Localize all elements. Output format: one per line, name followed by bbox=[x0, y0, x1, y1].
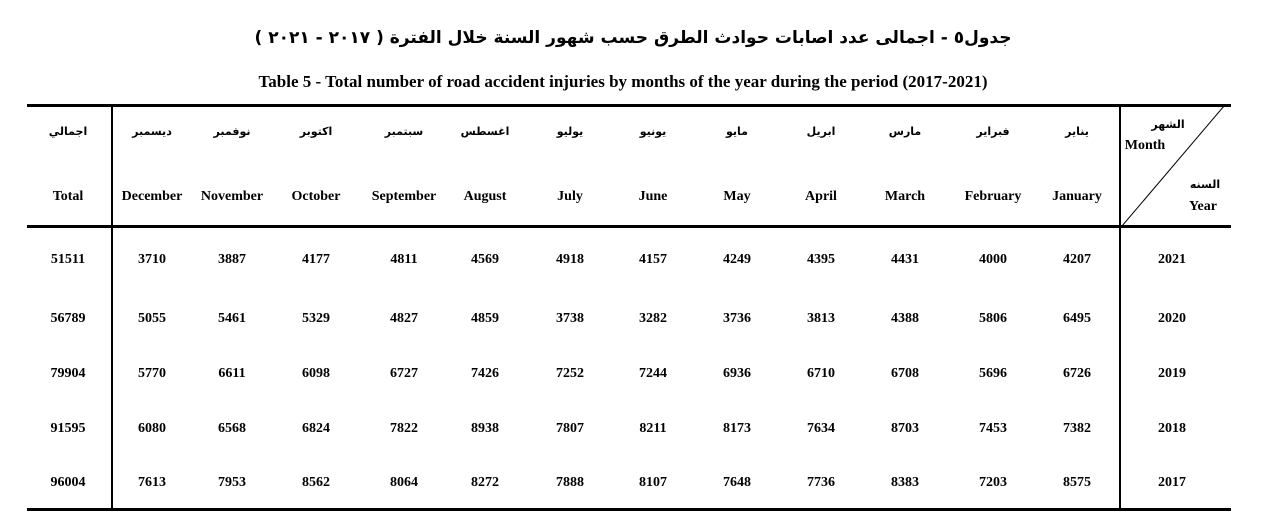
value-cell: 6936 bbox=[723, 366, 751, 381]
value-cell: 5329 bbox=[302, 311, 330, 326]
column-header-english: September bbox=[371, 189, 437, 204]
column-header-english: July bbox=[557, 189, 583, 204]
column-header-arabic: مارس bbox=[888, 125, 922, 138]
value-cell: 6080 bbox=[138, 421, 166, 436]
value-cell: 7888 bbox=[556, 475, 584, 490]
table-title-arabic: جدول٥ - اجمالى عدد اصابات حوادث الطرق حسب شهور السنة خلال الفترة ( ٢٠١٧ - ٢٠٢١ ) bbox=[254, 28, 1012, 48]
value-cell: 3736 bbox=[723, 311, 751, 326]
value-cell: 6568 bbox=[218, 421, 246, 436]
column-header-arabic: مايو bbox=[726, 125, 748, 138]
year-cell: 2019 bbox=[1158, 366, 1186, 381]
value-cell: 7203 bbox=[979, 475, 1007, 490]
total-column-divider bbox=[111, 104, 113, 510]
value-cell: 5461 bbox=[218, 311, 246, 326]
column-header-english: February bbox=[964, 189, 1022, 204]
value-cell: 7453 bbox=[979, 421, 1007, 436]
total-cell: 79904 bbox=[50, 366, 86, 381]
column-header-english: April bbox=[805, 189, 837, 204]
value-cell: 8938 bbox=[471, 421, 499, 436]
value-cell: 8064 bbox=[390, 475, 418, 490]
year-cell: 2017 bbox=[1158, 475, 1186, 490]
value-cell: 8575 bbox=[1063, 475, 1091, 490]
value-cell: 7648 bbox=[723, 475, 751, 490]
value-cell: 4918 bbox=[556, 252, 584, 267]
value-cell: 7252 bbox=[556, 366, 584, 381]
value-cell: 3813 bbox=[807, 311, 835, 326]
header-bottom-rule bbox=[27, 225, 1231, 228]
year-cell: 2021 bbox=[1158, 252, 1186, 267]
column-header-arabic: سبتمبر bbox=[384, 125, 424, 138]
value-cell: 5696 bbox=[979, 366, 1007, 381]
total-cell: 96004 bbox=[50, 475, 86, 490]
column-header-english: August bbox=[463, 189, 507, 204]
total-cell: 51511 bbox=[50, 252, 86, 267]
value-cell: 6611 bbox=[218, 366, 246, 381]
column-header-arabic: نوفمبر bbox=[213, 125, 251, 138]
column-header-english: January bbox=[1052, 189, 1102, 204]
value-cell: 8562 bbox=[302, 475, 330, 490]
value-cell: 7613 bbox=[138, 475, 166, 490]
column-header-english: Total bbox=[52, 189, 84, 204]
value-cell: 4207 bbox=[1063, 252, 1091, 267]
column-header-arabic: اغسطس bbox=[460, 125, 510, 138]
value-cell: 3887 bbox=[218, 252, 246, 267]
value-cell: 5770 bbox=[138, 366, 166, 381]
value-cell: 7736 bbox=[807, 475, 835, 490]
value-cell: 7634 bbox=[807, 421, 835, 436]
value-cell: 8272 bbox=[471, 475, 499, 490]
value-cell: 4157 bbox=[639, 252, 667, 267]
column-header-english: June bbox=[638, 189, 668, 204]
column-header-arabic: اكتوبر bbox=[299, 125, 333, 138]
table-title-english: Table 5 - Total number of road accident injuries by months of the year during the period (2017-2021) bbox=[258, 72, 988, 91]
value-cell: 8383 bbox=[891, 475, 919, 490]
value-cell: 4431 bbox=[891, 252, 919, 267]
corner-year-arabic: السنه bbox=[1189, 178, 1221, 191]
table-bottom-rule bbox=[27, 508, 1231, 511]
corner-month-arabic: الشهر bbox=[1151, 118, 1185, 131]
value-cell: 6710 bbox=[807, 366, 835, 381]
column-header-arabic: فبراير bbox=[976, 125, 1010, 138]
value-cell: 7822 bbox=[390, 421, 418, 436]
column-header-arabic: اجمالي bbox=[48, 125, 88, 138]
total-cell: 91595 bbox=[50, 421, 86, 436]
column-header-arabic: ابريل bbox=[806, 125, 836, 138]
value-cell: 4388 bbox=[891, 311, 919, 326]
value-cell: 7426 bbox=[471, 366, 499, 381]
year-cell: 2020 bbox=[1158, 311, 1186, 326]
value-cell: 7244 bbox=[639, 366, 667, 381]
column-header-english: November bbox=[200, 189, 264, 204]
total-cell: 56789 bbox=[50, 311, 86, 326]
value-cell: 6824 bbox=[302, 421, 330, 436]
column-header-english: October bbox=[291, 189, 341, 204]
value-cell: 3738 bbox=[556, 311, 584, 326]
value-cell: 4811 bbox=[390, 252, 418, 267]
value-cell: 8107 bbox=[639, 475, 667, 490]
value-cell: 6727 bbox=[390, 366, 418, 381]
value-cell: 3710 bbox=[138, 252, 166, 267]
column-header-arabic: يناير bbox=[1065, 125, 1089, 138]
value-cell: 4249 bbox=[723, 252, 751, 267]
value-cell: 4859 bbox=[471, 311, 499, 326]
column-header-english: May bbox=[723, 189, 751, 204]
value-cell: 7807 bbox=[556, 421, 584, 436]
value-cell: 4177 bbox=[302, 252, 330, 267]
column-header-arabic: يونيو bbox=[639, 125, 667, 138]
corner-year-english: Year bbox=[1189, 199, 1217, 214]
value-cell: 4000 bbox=[979, 252, 1007, 267]
value-cell: 7382 bbox=[1063, 421, 1091, 436]
value-cell: 7953 bbox=[218, 475, 246, 490]
value-cell: 6726 bbox=[1063, 366, 1091, 381]
value-cell: 8211 bbox=[639, 421, 667, 436]
value-cell: 6708 bbox=[891, 366, 919, 381]
value-cell: 4569 bbox=[471, 252, 499, 267]
value-cell: 6098 bbox=[302, 366, 330, 381]
value-cell: 5806 bbox=[979, 311, 1007, 326]
column-header-english: December bbox=[121, 189, 183, 204]
value-cell: 3282 bbox=[639, 311, 667, 326]
value-cell: 5055 bbox=[138, 311, 166, 326]
column-header-arabic: يوليو bbox=[556, 125, 584, 138]
value-cell: 8703 bbox=[891, 421, 919, 436]
corner-month-english: Month bbox=[1124, 138, 1166, 153]
table-top-rule bbox=[27, 104, 1231, 107]
column-header-english: March bbox=[884, 189, 926, 204]
value-cell: 4827 bbox=[390, 311, 418, 326]
value-cell: 6495 bbox=[1063, 311, 1091, 326]
value-cell: 8173 bbox=[723, 421, 751, 436]
year-cell: 2018 bbox=[1158, 421, 1186, 436]
column-header-arabic: ديسمبر bbox=[132, 125, 172, 138]
value-cell: 4395 bbox=[807, 252, 835, 267]
